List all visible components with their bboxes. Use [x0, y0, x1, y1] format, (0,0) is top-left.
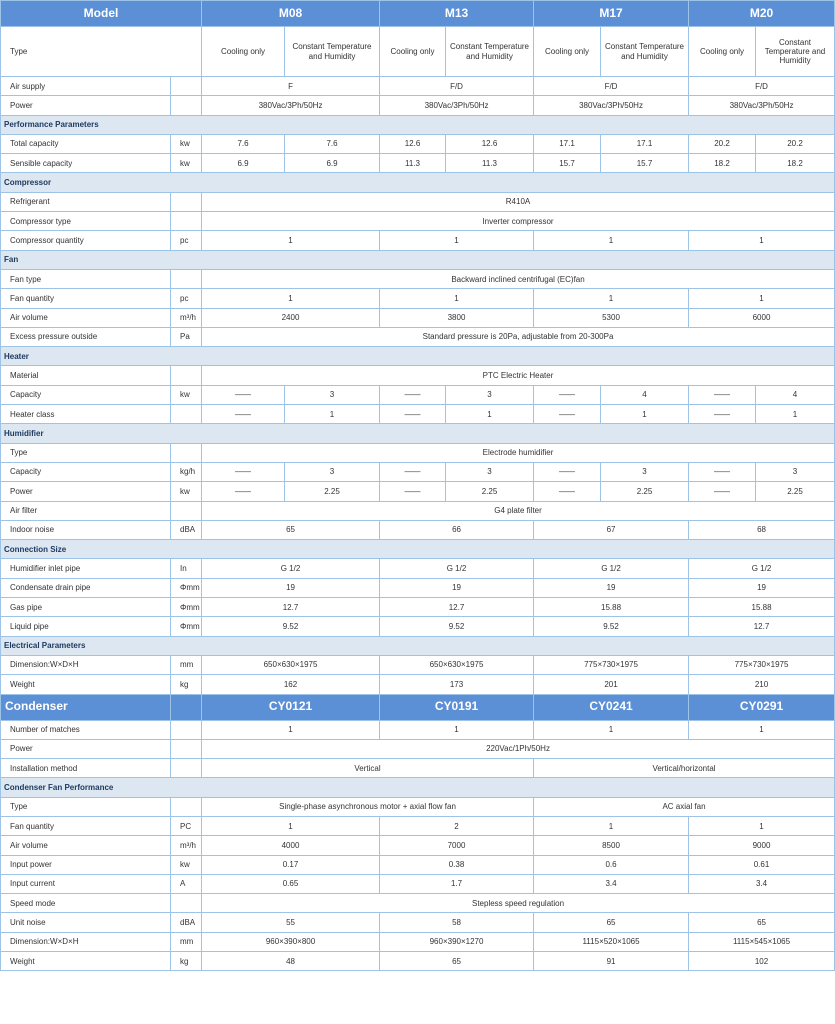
- value-cell: ——: [534, 405, 601, 424]
- value-cell: 3.4: [689, 874, 835, 893]
- fan-quantity-row: [1, 289, 835, 308]
- value-cell: G 1/2: [380, 559, 534, 578]
- row-label: Capacity: [1, 385, 171, 404]
- value-cell: Standard pressure is 20Pa, adjustable from 20-300Pa: [202, 327, 835, 346]
- value-cell: ——: [202, 385, 285, 404]
- value-cell: 3: [446, 462, 534, 481]
- value-cell: F/D: [689, 77, 835, 96]
- value-cell: 58: [380, 913, 534, 932]
- value-cell: 4000: [202, 836, 380, 855]
- drain-pipe-row: [1, 578, 835, 597]
- installation-row: [1, 759, 835, 778]
- value-cell: 9.52: [534, 617, 689, 636]
- unit-cell: [171, 797, 202, 816]
- row-label: Type: [1, 797, 171, 816]
- value-cell: 162: [202, 675, 380, 694]
- value-cell: 65: [202, 520, 380, 539]
- value-cell: 1: [446, 405, 534, 424]
- section-title: Humidifier: [1, 424, 835, 443]
- value-cell: 0.6: [534, 855, 689, 874]
- value-cell: 55: [202, 913, 380, 932]
- row-label: Air supply: [1, 77, 171, 96]
- compressor-quantity-row: [1, 231, 835, 250]
- value-cell: 2.25: [756, 482, 835, 501]
- unit-cell: [171, 739, 202, 758]
- value-cell: 12.7: [380, 598, 534, 617]
- air-volume-row: [1, 308, 835, 327]
- value-cell: ——: [202, 462, 285, 481]
- row-label: Compressor quantity: [1, 231, 171, 250]
- value-cell: 18.2: [689, 154, 756, 173]
- value-cell: 960×390×800: [202, 932, 380, 951]
- row-label: Dimension:W×D×H: [1, 655, 171, 674]
- unit-cell: dBA: [171, 913, 202, 932]
- unit-cell: Φmm: [171, 598, 202, 617]
- value-cell: 0.61: [689, 855, 835, 874]
- speed-mode-row: [1, 894, 835, 913]
- value-cell: 8500: [534, 836, 689, 855]
- model-header-row: [1, 1, 835, 27]
- value-cell: 1: [601, 405, 689, 424]
- value-cell: 65: [380, 952, 534, 971]
- condenser-header-row: [1, 694, 835, 720]
- unit-cell: pc: [171, 289, 202, 308]
- unit-cell: [171, 212, 202, 231]
- row-label: Unit noise: [1, 913, 171, 932]
- heater-capacity-row: [1, 385, 835, 404]
- unit-cell: kw: [171, 134, 202, 153]
- value-cell: 9000: [689, 836, 835, 855]
- section-header: [1, 540, 835, 559]
- row-label: Input power: [1, 855, 171, 874]
- unit-cell: [171, 405, 202, 424]
- humidifier-type-row: [1, 443, 835, 462]
- value-cell: 1: [285, 405, 380, 424]
- matches-row: [1, 720, 835, 739]
- value-cell: 6.9: [202, 154, 285, 173]
- value-cell: ——: [380, 482, 446, 501]
- condenser-air-volume-row: [1, 836, 835, 855]
- unit-cell: m³/h: [171, 308, 202, 327]
- type-cell: Cooling only: [202, 27, 285, 77]
- value-cell: 68: [689, 520, 835, 539]
- value-cell: ——: [202, 405, 285, 424]
- unit-cell: In: [171, 559, 202, 578]
- value-cell: 3: [756, 462, 835, 481]
- row-label: Humidifier inlet pipe: [1, 559, 171, 578]
- value-cell: 12.7: [689, 617, 835, 636]
- condenser-model-header: CY0191: [380, 694, 534, 720]
- value-cell: 12.7: [202, 598, 380, 617]
- row-label: Air volume: [1, 836, 171, 855]
- value-cell: ——: [534, 385, 601, 404]
- row-label: Air volume: [1, 308, 171, 327]
- row-label: Type: [1, 443, 171, 462]
- type-cell: Constant Temperature and Humidity: [756, 27, 835, 77]
- row-label: Speed mode: [1, 894, 171, 913]
- unit-cell: Φmm: [171, 578, 202, 597]
- value-cell: PTC Electric Heater: [202, 366, 835, 385]
- value-cell: 19: [689, 578, 835, 597]
- value-cell: 1: [380, 289, 534, 308]
- row-label: Power: [1, 739, 171, 758]
- row-label: Heater class: [1, 405, 171, 424]
- section-header: [1, 115, 835, 134]
- value-cell: ——: [689, 405, 756, 424]
- value-cell: 9.52: [202, 617, 380, 636]
- value-cell: 6.9: [285, 154, 380, 173]
- value-cell: 15.7: [534, 154, 601, 173]
- heater-material-row: [1, 366, 835, 385]
- weight-row: [1, 675, 835, 694]
- value-cell: 9.52: [380, 617, 534, 636]
- section-header: [1, 173, 835, 192]
- value-cell: 48: [202, 952, 380, 971]
- row-label: Material: [1, 366, 171, 385]
- row-label: Excess pressure outside: [1, 327, 171, 346]
- air-supply-row: [1, 77, 835, 96]
- value-cell: ——: [534, 482, 601, 501]
- row-label: Compressor type: [1, 212, 171, 231]
- value-cell: Inverter compressor: [202, 212, 835, 231]
- value-cell: 2.25: [601, 482, 689, 501]
- value-cell: 2: [380, 816, 534, 835]
- gas-pipe-row: [1, 598, 835, 617]
- unit-cell: Φmm: [171, 617, 202, 636]
- row-label: Indoor noise: [1, 520, 171, 539]
- condenser-fan-type-row: [1, 797, 835, 816]
- row-label: Weight: [1, 952, 171, 971]
- condenser-model-header: CY0291: [689, 694, 835, 720]
- section-title: Connection Size: [1, 540, 835, 559]
- value-cell: 3800: [380, 308, 534, 327]
- unit-cell: mm: [171, 932, 202, 951]
- unit-cell: mm: [171, 655, 202, 674]
- value-cell: ——: [202, 482, 285, 501]
- excess-pressure-row: [1, 327, 835, 346]
- value-cell: 67: [534, 520, 689, 539]
- value-cell: 1: [380, 720, 534, 739]
- value-cell: ——: [380, 405, 446, 424]
- value-cell: 201: [534, 675, 689, 694]
- type-row: [1, 27, 835, 77]
- refrigerant-row: [1, 192, 835, 211]
- value-cell: 15.7: [601, 154, 689, 173]
- value-cell: F: [202, 77, 380, 96]
- value-cell: 7.6: [285, 134, 380, 153]
- value-cell: 20.2: [756, 134, 835, 153]
- value-cell: Vertical/horizontal: [534, 759, 835, 778]
- value-cell: 1: [534, 231, 689, 250]
- value-cell: 15.88: [534, 598, 689, 617]
- row-label: Gas pipe: [1, 598, 171, 617]
- condenser-model-header: CY0121: [202, 694, 380, 720]
- unit-cell: [171, 192, 202, 211]
- model-header: M08: [202, 1, 380, 27]
- unit-cell: kw: [171, 154, 202, 173]
- value-cell: 102: [689, 952, 835, 971]
- value-cell: 380Vac/3Ph/50Hz: [380, 96, 534, 115]
- row-label: Sensible capacity: [1, 154, 171, 173]
- dimension-row: [1, 655, 835, 674]
- unit-cell: Pa: [171, 327, 202, 346]
- value-cell: 650×630×1975: [202, 655, 380, 674]
- value-cell: 12.6: [446, 134, 534, 153]
- condenser-dimension-row: [1, 932, 835, 951]
- unit-noise-row: [1, 913, 835, 932]
- unit-cell: [171, 77, 202, 96]
- value-cell: 3: [285, 462, 380, 481]
- humidifier-capacity-row: [1, 462, 835, 481]
- unit-cell: kw: [171, 855, 202, 874]
- row-label: Total capacity: [1, 134, 171, 153]
- row-label: Power: [1, 482, 171, 501]
- value-cell: F/D: [380, 77, 534, 96]
- value-cell: 960×390×1270: [380, 932, 534, 951]
- unit-cell: kg: [171, 952, 202, 971]
- condenser-fan-quantity-row: [1, 816, 835, 835]
- value-cell: 4: [756, 385, 835, 404]
- section-title: Compressor: [1, 173, 835, 192]
- value-cell: 18.2: [756, 154, 835, 173]
- fan-type-row: [1, 269, 835, 288]
- unit-cell: [171, 443, 202, 462]
- value-cell: F/D: [534, 77, 689, 96]
- section-header: [1, 778, 835, 797]
- row-label: Dimension:W×D×H: [1, 932, 171, 951]
- value-cell: 0.38: [380, 855, 534, 874]
- value-cell: 1: [689, 289, 835, 308]
- condenser-header-label: Condenser: [1, 694, 171, 720]
- heater-class-row: [1, 405, 835, 424]
- row-label: Fan quantity: [1, 816, 171, 835]
- value-cell: Vertical: [202, 759, 534, 778]
- total-capacity-row: [1, 134, 835, 153]
- value-cell: ——: [534, 462, 601, 481]
- value-cell: Stepless speed regulation: [202, 894, 835, 913]
- type-cell: Constant Temperature and Humidity: [285, 27, 380, 77]
- value-cell: 5300: [534, 308, 689, 327]
- value-cell: 1: [202, 289, 380, 308]
- value-cell: 210: [689, 675, 835, 694]
- value-cell: 173: [380, 675, 534, 694]
- value-cell: 20.2: [689, 134, 756, 153]
- row-label: Installation method: [1, 759, 171, 778]
- indoor-noise-row: [1, 520, 835, 539]
- value-cell: 775×730×1975: [534, 655, 689, 674]
- value-cell: 2400: [202, 308, 380, 327]
- value-cell: 65: [689, 913, 835, 932]
- value-cell: 17.1: [534, 134, 601, 153]
- input-current-row: [1, 874, 835, 893]
- unit-cell: kw: [171, 385, 202, 404]
- value-cell: 65: [534, 913, 689, 932]
- row-label: Air filter: [1, 501, 171, 520]
- humidifier-inlet-row: [1, 559, 835, 578]
- value-cell: 11.3: [380, 154, 446, 173]
- unit-cell: [171, 366, 202, 385]
- row-label: Number of matches: [1, 720, 171, 739]
- liquid-pipe-row: [1, 617, 835, 636]
- value-cell: 1115×520×1065: [534, 932, 689, 951]
- value-cell: 7000: [380, 836, 534, 855]
- section-title: Performance Parameters: [1, 115, 835, 134]
- unit-cell: m³/h: [171, 836, 202, 855]
- value-cell: 1: [689, 720, 835, 739]
- value-cell: ——: [380, 462, 446, 481]
- value-cell: 91: [534, 952, 689, 971]
- value-cell: 15.88: [689, 598, 835, 617]
- unit-cell: PC: [171, 816, 202, 835]
- section-title: Electrical Parameters: [1, 636, 835, 655]
- value-cell: 11.3: [446, 154, 534, 173]
- value-cell: 3.4: [534, 874, 689, 893]
- value-cell: G4 plate filter: [202, 501, 835, 520]
- unit-cell: [171, 96, 202, 115]
- air-filter-row: [1, 501, 835, 520]
- value-cell: 1: [534, 289, 689, 308]
- value-cell: ——: [380, 385, 446, 404]
- value-cell: 1: [534, 816, 689, 835]
- value-cell: 3: [285, 385, 380, 404]
- value-cell: 19: [380, 578, 534, 597]
- value-cell: 380Vac/3Ph/50Hz: [534, 96, 689, 115]
- value-cell: AC axial fan: [534, 797, 835, 816]
- row-label: Liquid pipe: [1, 617, 171, 636]
- model-header: M13: [380, 1, 534, 27]
- value-cell: 380Vac/3Ph/50Hz: [202, 96, 380, 115]
- condenser-weight-row: [1, 952, 835, 971]
- value-cell: 775×730×1975: [689, 655, 835, 674]
- value-cell: 3: [601, 462, 689, 481]
- value-cell: 1: [380, 231, 534, 250]
- condenser-power-row: [1, 739, 835, 758]
- unit-cell: A: [171, 874, 202, 893]
- value-cell: 1115×545×1065: [689, 932, 835, 951]
- section-title: Fan: [1, 250, 835, 269]
- value-cell: 1: [534, 720, 689, 739]
- model-header: M17: [534, 1, 689, 27]
- unit-cell: [171, 720, 202, 739]
- model-header: M20: [689, 1, 835, 27]
- sensible-capacity-row: [1, 154, 835, 173]
- unit-cell: kw: [171, 482, 202, 501]
- unit-cell: [171, 894, 202, 913]
- value-cell: 650×630×1975: [380, 655, 534, 674]
- humidifier-power-row: [1, 482, 835, 501]
- value-cell: 3: [446, 385, 534, 404]
- value-cell: 2.25: [446, 482, 534, 501]
- unit-cell: [171, 759, 202, 778]
- section-header: [1, 424, 835, 443]
- value-cell: 1: [689, 816, 835, 835]
- section-header: [1, 250, 835, 269]
- value-cell: 220Vac/1Ph/50Hz: [202, 739, 835, 758]
- unit-cell: [171, 269, 202, 288]
- value-cell: Backward inclined centrifugal (EC)fan: [202, 269, 835, 288]
- section-title: Condenser Fan Performance: [1, 778, 835, 797]
- value-cell: 17.1: [601, 134, 689, 153]
- type-cell: Cooling only: [534, 27, 601, 77]
- value-cell: 12.6: [380, 134, 446, 153]
- value-cell: G 1/2: [689, 559, 835, 578]
- power-row: [1, 96, 835, 115]
- section-header: [1, 347, 835, 366]
- input-power-row: [1, 855, 835, 874]
- row-label: Capacity: [1, 462, 171, 481]
- value-cell: Electrode humidifier: [202, 443, 835, 462]
- unit-cell: kg: [171, 675, 202, 694]
- compressor-type-row: [1, 212, 835, 231]
- value-cell: 1: [202, 720, 380, 739]
- value-cell: G 1/2: [534, 559, 689, 578]
- value-cell: ——: [689, 482, 756, 501]
- value-cell: 19: [534, 578, 689, 597]
- row-label: Power: [1, 96, 171, 115]
- value-cell: R410A: [202, 192, 835, 211]
- type-cell: Cooling only: [689, 27, 756, 77]
- value-cell: 6000: [689, 308, 835, 327]
- unit-cell: [171, 694, 202, 720]
- section-title: Heater: [1, 347, 835, 366]
- value-cell: 4: [601, 385, 689, 404]
- value-cell: 0.65: [202, 874, 380, 893]
- unit-cell: pc: [171, 231, 202, 250]
- value-cell: ——: [689, 462, 756, 481]
- row-label: Fan quantity: [1, 289, 171, 308]
- value-cell: ——: [689, 385, 756, 404]
- row-label: Input current: [1, 874, 171, 893]
- value-cell: 0.17: [202, 855, 380, 874]
- value-cell: 2.25: [285, 482, 380, 501]
- value-cell: 1: [202, 231, 380, 250]
- row-label: Type: [1, 27, 202, 77]
- section-header: [1, 636, 835, 655]
- value-cell: 1: [756, 405, 835, 424]
- row-label: Refrigerant: [1, 192, 171, 211]
- type-cell: Cooling only: [380, 27, 446, 77]
- value-cell: 1: [689, 231, 835, 250]
- model-header-label: Model: [1, 1, 202, 27]
- row-label: Weight: [1, 675, 171, 694]
- value-cell: 66: [380, 520, 534, 539]
- type-cell: Constant Temperature and Humidity: [601, 27, 689, 77]
- unit-cell: dBA: [171, 520, 202, 539]
- row-label: Fan type: [1, 269, 171, 288]
- value-cell: 1: [202, 816, 380, 835]
- unit-cell: kg/h: [171, 462, 202, 481]
- value-cell: 19: [202, 578, 380, 597]
- value-cell: G 1/2: [202, 559, 380, 578]
- value-cell: 1.7: [380, 874, 534, 893]
- value-cell: Single-phase asynchronous motor + axial flow fan: [202, 797, 534, 816]
- unit-cell: [171, 501, 202, 520]
- value-cell: 380Vac/3Ph/50Hz: [689, 96, 835, 115]
- row-label: Condensate drain pipe: [1, 578, 171, 597]
- condenser-model-header: CY0241: [534, 694, 689, 720]
- type-cell: Constant Temperature and Humidity: [446, 27, 534, 77]
- value-cell: 7.6: [202, 134, 285, 153]
